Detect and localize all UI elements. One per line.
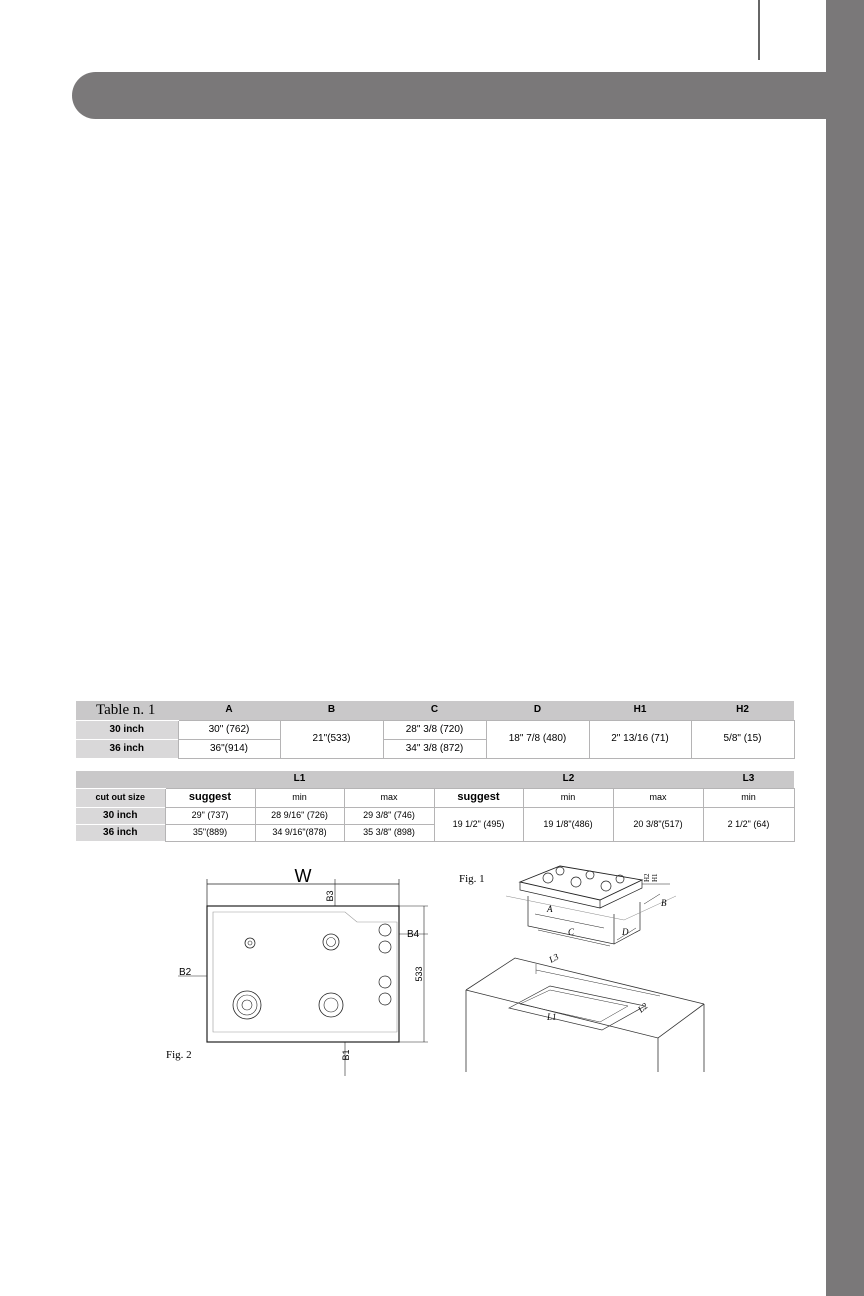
- countertop-cutout: [466, 958, 704, 1072]
- label-h1: H1: [651, 873, 659, 882]
- col-header-d: D: [486, 701, 589, 720]
- label-a: A: [547, 904, 553, 914]
- cell-l2-min: 19 1/8"(486): [523, 807, 613, 841]
- subheader-l1-max: max: [344, 788, 434, 807]
- label-l3: L3: [547, 951, 561, 965]
- cell-a-36: 36"(914): [178, 739, 280, 758]
- cooktop-top-view: [178, 879, 428, 1076]
- cell-h2: 5/8" (15): [691, 720, 794, 758]
- label-l1: L1: [547, 1012, 557, 1022]
- table-title: Table n. 1: [76, 701, 178, 720]
- cell-l2-suggest: 19 1/2" (495): [434, 807, 523, 841]
- cell-h1: 2" 13/16 (71): [589, 720, 691, 758]
- row-label-30: 30 inch: [76, 720, 178, 739]
- col-header-h2: H2: [691, 701, 794, 720]
- col-header-c: C: [383, 701, 486, 720]
- col-header-b: B: [280, 701, 383, 720]
- subheader-l3-min: min: [703, 788, 794, 807]
- label-w: W: [294, 866, 312, 886]
- group-header-l2: L2: [434, 771, 703, 788]
- cell-l1-suggest-30: 29" (737): [165, 807, 255, 824]
- label-h2: H2: [643, 873, 651, 882]
- cell-a-30: 30" (762): [178, 720, 280, 739]
- cell-l1-max-36: 35 3/8" (898): [344, 824, 434, 841]
- cell-c-36: 34" 3/8 (872): [383, 739, 486, 758]
- cell-l3-min: 2 1/2" (64): [703, 807, 794, 841]
- fig2-caption: Fig. 2: [166, 1049, 192, 1061]
- group-header-l3: L3: [703, 771, 794, 788]
- cell-c-30: 28" 3/8 (720): [383, 720, 486, 739]
- fig1-caption: Fig. 1: [459, 873, 485, 885]
- cell-l1-max-30: 29 3/8" (746): [344, 807, 434, 824]
- row-label-30: 30 inch: [76, 807, 165, 824]
- cell-d: 18" 7/8 (480): [486, 720, 589, 758]
- label-d: D: [622, 927, 629, 937]
- label-b2: B2: [179, 967, 192, 978]
- label-c: C: [568, 927, 575, 937]
- col-header-a: A: [178, 701, 280, 720]
- subheader-l2-min: min: [523, 788, 613, 807]
- cell-l1-suggest-36: 35"(889): [165, 824, 255, 841]
- cell-l2-max: 20 3/8"(517): [613, 807, 703, 841]
- label-b1: B1: [341, 1049, 351, 1061]
- cell-l1-min-30: 28 9/16" (726): [255, 807, 344, 824]
- label-l2: L2: [635, 1000, 650, 1015]
- subheader-l2-suggest: suggest: [434, 788, 523, 807]
- group-header-l1: L1: [165, 771, 434, 788]
- cell-l1-min-36: 34 9/16"(878): [255, 824, 344, 841]
- row-label-36: 36 inch: [76, 824, 165, 841]
- subheader-label: cut out size: [76, 788, 165, 807]
- label-b3: B3: [325, 890, 335, 902]
- label-depth: 533: [414, 966, 424, 982]
- subheader-l2-max: max: [613, 788, 703, 807]
- col-header-h1: H1: [589, 701, 691, 720]
- subheader-l1-min: min: [255, 788, 344, 807]
- row-label-36: 36 inch: [76, 739, 178, 758]
- label-b4: B4: [407, 929, 420, 940]
- subheader-l1-suggest: suggest: [165, 788, 255, 807]
- label-b: B: [661, 898, 667, 908]
- cell-b: 21"(533): [280, 720, 383, 758]
